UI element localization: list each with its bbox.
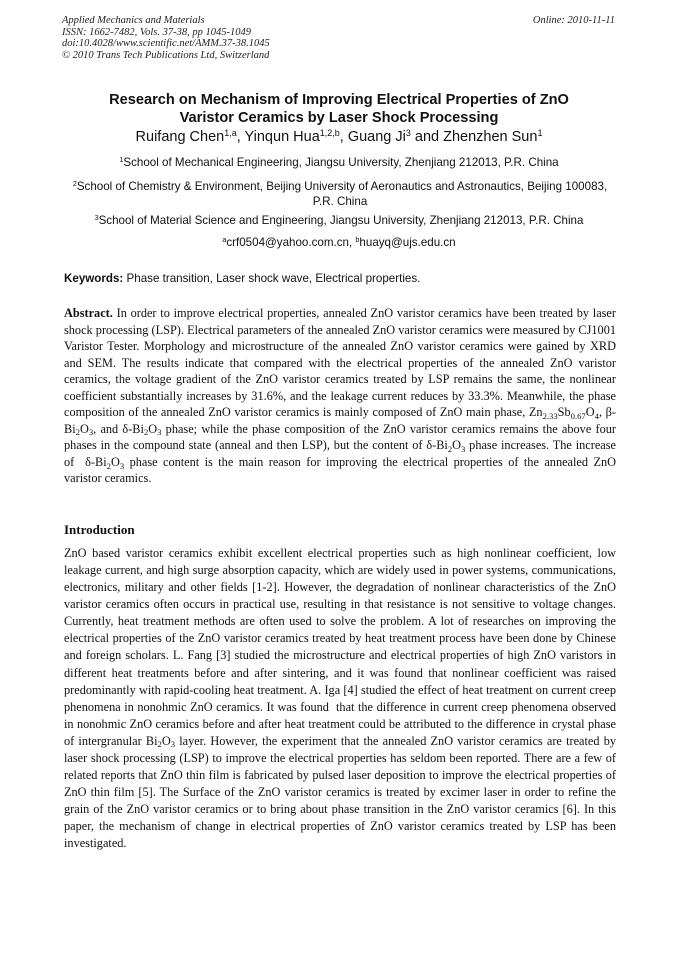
author-separator: , [339, 129, 348, 145]
abstract-label: Abstract. [64, 306, 113, 320]
journal-header [62, 15, 615, 61]
affiliation-text: School of Material Science and Engineering, Jiangsu University, Zhenjiang 212013, P.R. China [98, 214, 584, 227]
affiliation-1 [40, 155, 638, 170]
author-affiliation-mark: 1 [537, 128, 543, 139]
affiliation-3 [40, 213, 638, 228]
email-line [40, 235, 638, 250]
email-mark: a [222, 235, 227, 245]
paper-title [40, 92, 638, 127]
affiliation-text: School of Mechanical Engineering, Jiangsu University, Zhenjiang 212013, P.R. China [123, 156, 559, 169]
keywords-line [64, 272, 624, 286]
author-separator: , [236, 129, 245, 145]
title-line-2: Varistor Ceramics by Laser Shock Processing [179, 109, 499, 126]
introduction-paragraph: ZnO based varistor ceramics exhibit excellent electrical properties such as high nonlinear coefficient, low leakage current, and high surge absorption capacity, which are widely used in power systems, communications, electronics, military and other fields [1-2]. However, the degradation of nonlinear characteristics of the ZnO varistor ceramics often occurs in practical use, resulting in that resistance is not sensitive to voltage changes. Currently, heat treatment methods are often used to solve the problem. A lot of researches on improving the electrical properties of the ZnO varistor ceramics treated by heat treatment process have been done by Chinese and foreign scholars. L. Fang [3] studied the microstructure and electrical properties of high ZnO varistors in different heat treatments before and after sintering, and it was found that nonlinear coefficient was raised predominantly with rapid-cooling heat treatment. A. Iga [4] studied the effect of heat treatment on current creep phenomena in nonohmic ZnO ceramics. It was found that the difference in current creep phenomena observed in nonohmic ZnO ceramics before and after heat treatment could be attributed to the difference in crystal phase of intergranular $Bi_2O_3$ layer. However, the experiment that the annealed ZnO varistor ceramics are treated by laser shock processing (LSP) to improve the electrical properties has seldom been reported. There are a few of related reports that ZnO thin film is fabricated by pulsed laser deposition to improve the electrical properties of ZnO thin film [5]. The Surface of the ZnO varistor ceramics is treated by excimer laser in order to refine the grain of the ZnO varistor ceramics or to bring about phase transition in the ZnO varistor ceramics [6]. In this paper, the mechanism of change in electrical properties of ZnO varistor ceramics treated by LSP has been investigated. [64, 546, 616, 851]
affiliation-text: School of Chemistry & Environment, Beijing University of Aeronautics and Astronautics, Beijing 100083, P.R. China [76, 180, 608, 208]
author-list [40, 128, 638, 146]
copyright-line: © 2010 Trans Tech Publications Ltd, Switzerland [62, 49, 270, 61]
keywords-text: Phase transition, Laser shock wave, Electrical properties. [126, 272, 421, 285]
online-date: Online: 2010-11-11 [532, 15, 615, 26]
affiliation-number: 1 [119, 155, 124, 165]
author-name: Zhenzhen Sun [443, 129, 538, 145]
keywords-label: Keywords: [64, 272, 124, 285]
email-link[interactable]: huayq@ujs.edu.cn [359, 236, 456, 249]
abstract-text: In order to improve electrical properties, annealed ZnO varistor ceramics have been treated by laser shock processing (LSP). Electrical parameters of the annealed ZnO varistor ceramics were measured by CJ1001 Varistor Tester. Morphology and microstructure of the annealed ZnO varistor ceramics were gained by XRD and SEM. The results indicate that compared with the electrical properties of the annealed ZnO varistor ceramics, the voltage gradient of the ZnO varistor ceramics treated by LSP remains the same, the nonlinear coefficient substantially increases by 31.6%, and the leakage current reduces by 33.3%. Meanwhile, the phase composition of the annealed ZnO varistor ceramics is mainly composed of ZnO main phase, $Zn_{2.33}Sb_{0.67}O_4$, $\beta-Bi_2O_3$, and $\delta-Bi_2O_3$ phase; while the phase composition of the ZnO varistor ceramics remains the above four phases in the compound state (anneal and then LSP), but the content of $\delta-Bi_2O_3$ phase increases. The increase of $\delta-Bi_2O_3$ phase content is the main reason for improving the electrical properties of the annealed ZnO varistor ceramics. [64, 306, 617, 486]
journal-name: Applied Mechanics and Materials [62, 15, 205, 26]
author-name: Yinqun Hua [244, 129, 320, 145]
email-mark: b [355, 235, 360, 245]
email-link[interactable]: crf0504@yahoo.com.cn [226, 236, 349, 249]
title-line-1: Research on Mechanism of Improving Electrical Properties of ZnO [109, 92, 569, 108]
doi-line[interactable]: doi:10.4028/www.scientific.net/AMM.37-38.1045 [62, 38, 270, 49]
author-affiliation-mark: 1,2,b [319, 128, 340, 139]
author-affiliation-mark: 1,a [224, 128, 237, 139]
author-name: Ruifang Chen [135, 129, 225, 145]
section-heading-introduction: Introduction [64, 522, 135, 537]
affiliation-2 [64, 179, 616, 209]
affiliation-number: 2 [72, 179, 77, 189]
author-separator: and [410, 129, 444, 145]
issn-line: ISSN: 1662-7482, Vols. 37-38, pp 1045-1049 [62, 26, 251, 38]
affiliation-number: 3 [94, 213, 99, 223]
author-affiliation-mark: 3 [405, 128, 411, 139]
author-name: Guang Ji [347, 129, 406, 145]
email-separator: , [348, 236, 356, 249]
abstract-paragraph [64, 305, 616, 487]
